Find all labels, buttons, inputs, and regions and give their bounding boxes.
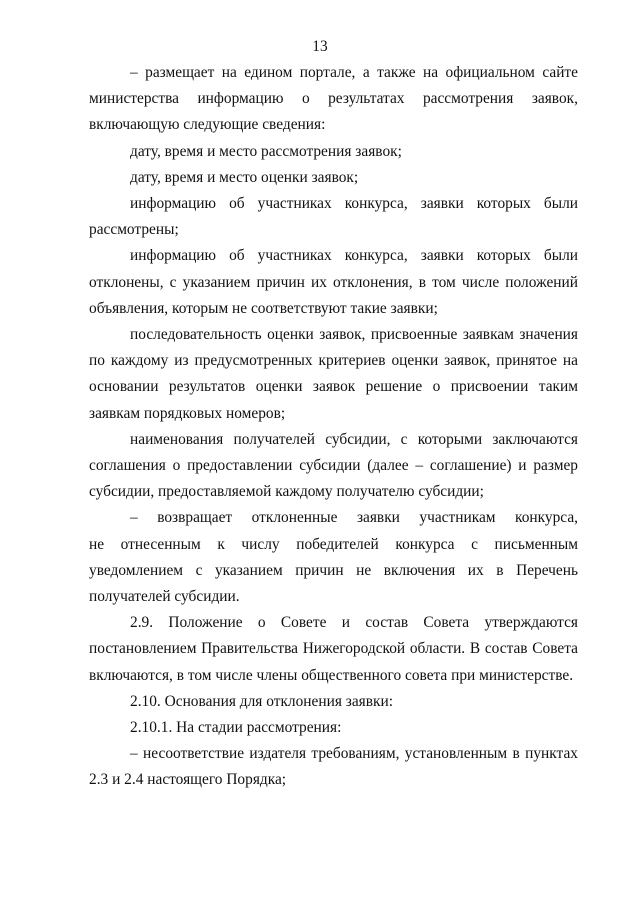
text-line: по каждому из предусмотренных критериев оценки заявок, принятое на [89, 352, 578, 370]
text-line: рассмотрены; [89, 221, 179, 239]
text-line: уведомлением с указанием причин не включения их в Перечень [89, 561, 578, 579]
text-block [89, 60, 578, 794]
text-line: получателей субсидии. [89, 588, 240, 606]
text-line: наименования получателей субсидии, с которыми заключаются [130, 430, 578, 448]
text-line: министерства информацию о результатах рассмотрения заявок, [89, 90, 578, 108]
text-line: объявления, которым не соответствуют такие заявки; [89, 299, 438, 317]
text-line: – несоответствие издателя требованиям, установленным в пунктах [130, 745, 578, 763]
text-line: не отнесенным к числу победителей конкурса с письменным [89, 535, 578, 553]
text-line: дату, время и место рассмотрения заявок; [130, 142, 402, 160]
text-line: – возвращает отклоненные заявки участникам конкурса, [130, 509, 578, 527]
text-line: 2.9. Положение о Совете и состав Совета утверждаются [130, 614, 578, 632]
text-line: включаются, в том числе члены общественного совета при министерстве. [89, 666, 574, 684]
document-body [89, 60, 578, 794]
text-line: 2.3 и 2.4 настоящего Порядка; [89, 771, 287, 789]
text-line: 2.10. Основания для отклонения заявки: [130, 692, 394, 710]
text-line: соглашения о предоставлении субсидии (далее – соглашение) и размер [89, 457, 578, 475]
text-line: субсидии, предоставляемой каждому получателю субсидии; [89, 483, 484, 501]
text-line: включающую следующие сведения: [89, 116, 326, 134]
page-number: 13 [312, 38, 328, 55]
text-line: отклонены, с указанием причин их отклонения, в том числе положений [89, 273, 578, 291]
text-line: основании результатов оценки заявок решение о присвоении таким [89, 378, 578, 396]
text-line: постановлением Правительства Нижегородской области. В состав Совета [89, 640, 578, 658]
text-line: информацию об участниках конкурса, заявки которых были [130, 195, 578, 213]
text-line: – размещает на едином портале, а также на официальном сайте [130, 64, 578, 81]
text-line: последовательность оценки заявок, присвоенные заявкам значения [130, 326, 578, 344]
text-line: заявкам порядковых номеров; [89, 404, 286, 422]
text-line: 2.10.1. На стадии рассмотрения: [130, 719, 342, 737]
text-line: информацию об участниках конкурса, заявки которых были [130, 247, 578, 265]
text-line: дату, время и место оценки заявок; [130, 168, 359, 186]
